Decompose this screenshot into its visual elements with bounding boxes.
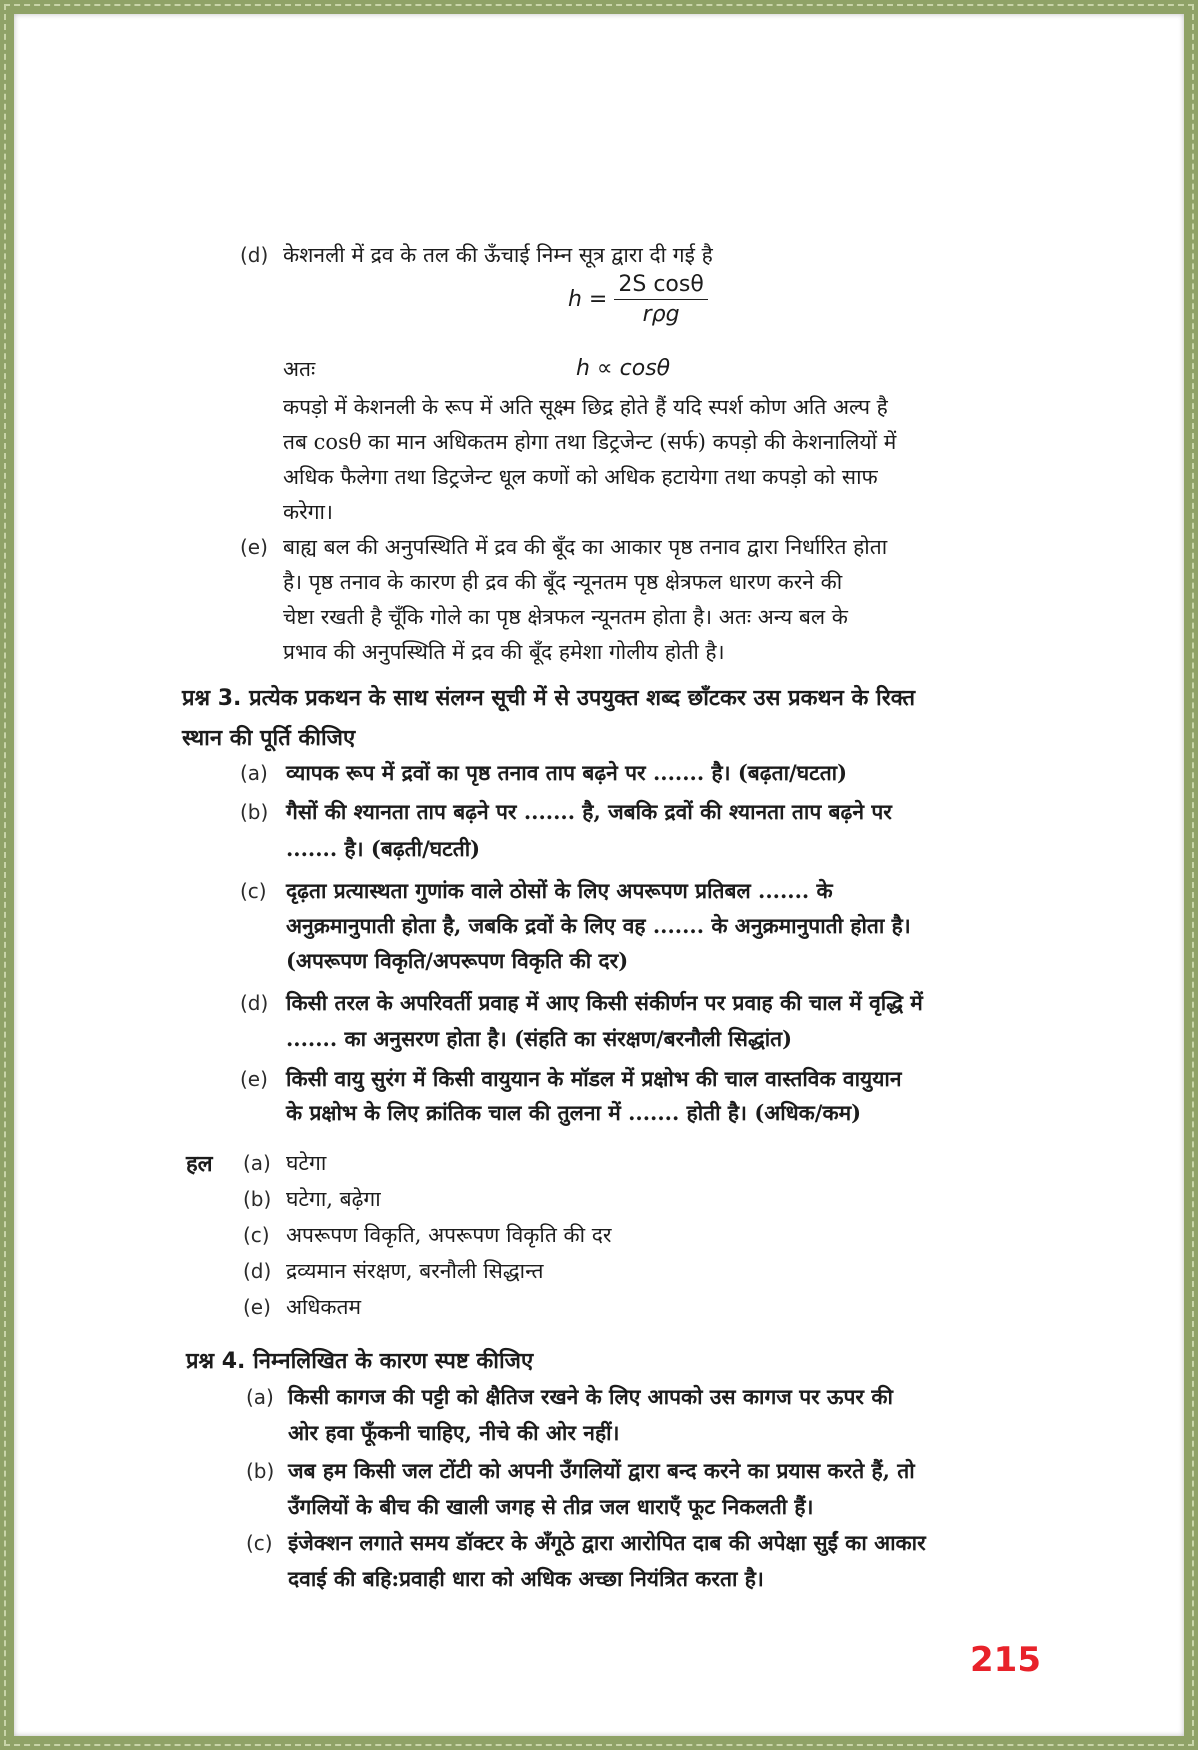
- solution-item-b-label: (b): [243, 1187, 272, 1211]
- question-4-title: निम्नलिखित के कारण स्पष्ट कीजिए: [253, 1348, 534, 1374]
- q4-item-b-line: जब हम किसी जल टोंटी को अपनी उँगलियों द्वारा बन्द करने का प्रयास करते हैं, तो: [288, 1458, 915, 1483]
- question-3-text-line: स्थान की पूर्ति कीजिए: [182, 725, 356, 751]
- question-4-prefix: प्रश्न 4.: [186, 1349, 246, 1374]
- capillary-formula: [568, 272, 708, 327]
- formula-lhs: h =: [568, 287, 608, 312]
- q3-item-e-label: (e): [240, 1067, 268, 1091]
- question-3-heading: [182, 682, 915, 715]
- q4-item-b-line: उँगलियों के बीच की खाली जगह से तीव्र जल धाराएँ फूट निकलती हैं।: [288, 1494, 814, 1519]
- question-3-text-line: प्रत्येक प्रकथन के साथ संलग्न सूची में से उपयुक्त शब्द छाँटकर उस प्रकथन के रिक्त: [249, 685, 916, 711]
- solution-item-a-label: (a): [243, 1151, 271, 1175]
- q3-item-c-line: दृढ़ता प्रत्यास्थता गुणांक वाले ठोसों के लिए अपरूपण प्रतिबल ....... के: [286, 878, 833, 903]
- q3-item-d-label: (d): [240, 991, 269, 1015]
- q4-item-b-label: (b): [246, 1459, 275, 1483]
- q3-item-b-label: (b): [240, 800, 269, 824]
- q4-item-c-line: दवाई की बहि:प्रवाही धारा को अधिक अच्छा नियंत्रित करता है।: [288, 1566, 764, 1591]
- solution-item-e-text: अधिकतम: [286, 1295, 362, 1319]
- question-3-prefix: प्रश्न 3.: [182, 686, 242, 711]
- proportional-formula: h ∝ cosθ: [576, 356, 671, 381]
- q3-item-a-line: व्यापक रूप में द्रवों का पृष्ठ तनाव ताप बढ़ने पर ....... है। (बढ़ता/घटता): [286, 760, 848, 785]
- q4-item-a-line: ओर हवा फूँकनी चाहिए, नीचे की ओर नहीं।: [288, 1420, 620, 1445]
- solution-item-d-text: द्रव्यमान संरक्षण, बरनौली सिद्धान्त: [286, 1259, 544, 1283]
- item-d-para-line: अधिक फैलेगा तथा डिट्रजेन्ट धूल कणों को अधिक हटायेगा तथा कपड़ो को साफ: [283, 465, 878, 489]
- q3-item-d-line: किसी तरल के अपरिवर्ती प्रवाह में आए किसी संकीर्णन पर प्रवाह की चाल में वृद्धि में: [286, 990, 923, 1015]
- item-e-line: चेष्टा रखती है चूँकि गोले का पृष्ठ क्षेत्रफल न्यूनतम होता है। अतः अन्य बल के: [283, 605, 848, 629]
- q4-item-c-label: (c): [246, 1531, 273, 1555]
- item-d-label: (d): [240, 243, 269, 267]
- therefore-word: अतः: [283, 357, 316, 381]
- page-number: 215: [970, 1640, 1041, 1680]
- q3-item-e-line: किसी वायु सुरंग में किसी वायुयान के मॉडल में प्रक्षोभ की चाल वास्तविक वायुयान: [286, 1066, 902, 1091]
- item-d-para-line: कपड़ो में केशनली के रूप में अति सूक्ष्म छिद्र होते हैं यदि स्पर्श कोण अति अल्प है: [283, 395, 888, 419]
- q3-item-c-line: (अपरूपण विकृति/अपरूपण विकृति की दर): [286, 948, 629, 973]
- item-d-intro: केशनली में द्रव के तल की ऊँचाई निम्न सूत्र द्वारा दी गई है: [283, 243, 713, 267]
- solution-item-e-label: (e): [243, 1295, 271, 1319]
- item-d-para-line: करेगा।: [283, 500, 333, 524]
- item-e-line: प्रभाव की अनुपस्थिति में द्रव की बूँद हमेशा गोलीय होती है।: [283, 640, 725, 664]
- item-d-para-line: तब cosθ का मान अधिकतम होगा तथा डिट्रजेन्ट (सर्फ) कपड़ो की केशनालियों में: [283, 430, 897, 454]
- q3-item-b-line: ....... है। (बढ़ती/घटती): [286, 836, 481, 861]
- formula-fraction: [614, 272, 707, 327]
- formula-denominator: rρg: [642, 302, 680, 327]
- item-e-line: बाह्य बल की अनुपस्थिति में द्रव की बूँद का आकार पृष्ठ तनाव द्वारा निर्धारित होता: [283, 535, 888, 559]
- solution-item-c-text: अपरूपण विकृति, अपरूपण विकृति की दर: [286, 1223, 612, 1247]
- solution-item-a-text: घटेगा: [286, 1151, 327, 1175]
- solution-item-c-label: (c): [243, 1223, 270, 1247]
- q3-item-b-line: गैसों की श्यानता ताप बढ़ने पर ....... है, जबकि द्रवों की श्यानता ताप बढ़ने पर: [286, 799, 892, 824]
- solution-prefix: हल: [186, 1151, 213, 1177]
- solution-item-d-label: (d): [243, 1259, 272, 1283]
- q3-item-c-label: (c): [240, 879, 267, 903]
- formula-numerator: 2S cosθ: [614, 272, 707, 300]
- q3-item-e-line: के प्रक्षोभ के लिए क्रांतिक चाल की तुलना में ....... होती है। (अधिक/कम): [286, 1100, 862, 1125]
- question-4-heading: [186, 1345, 533, 1378]
- item-e-line: है। पृष्ठ तनाव के कारण ही द्रव की बूँद न्यूनतम पृष्ठ क्षेत्रफल धारण करने की: [283, 570, 843, 594]
- q4-item-a-line: किसी कागज की पट्टी को क्षैतिज रखने के लिए आपको उस कागज पर ऊपर की: [288, 1384, 893, 1409]
- item-e-label: (e): [240, 535, 268, 559]
- q3-item-a-label: (a): [240, 761, 268, 785]
- q4-item-a-label: (a): [246, 1385, 274, 1409]
- solution-item-b-text: घटेगा, बढ़ेगा: [286, 1187, 381, 1211]
- q4-item-c-line: इंजेक्शन लगाते समय डॉक्टर के अँगूठे द्वारा आरोपित दाब की अपेक्षा सुईं का आकार: [288, 1530, 926, 1555]
- q3-item-d-line: ....... का अनुसरण होता है। (संहति का संरक्षण/बरनौली सिद्धांत): [286, 1026, 793, 1051]
- q3-item-c-line: अनुक्रमानुपाती होता है, जबकि द्रवों के लिए वह ....... के अनुक्रमानुपाती होता है।: [286, 913, 911, 938]
